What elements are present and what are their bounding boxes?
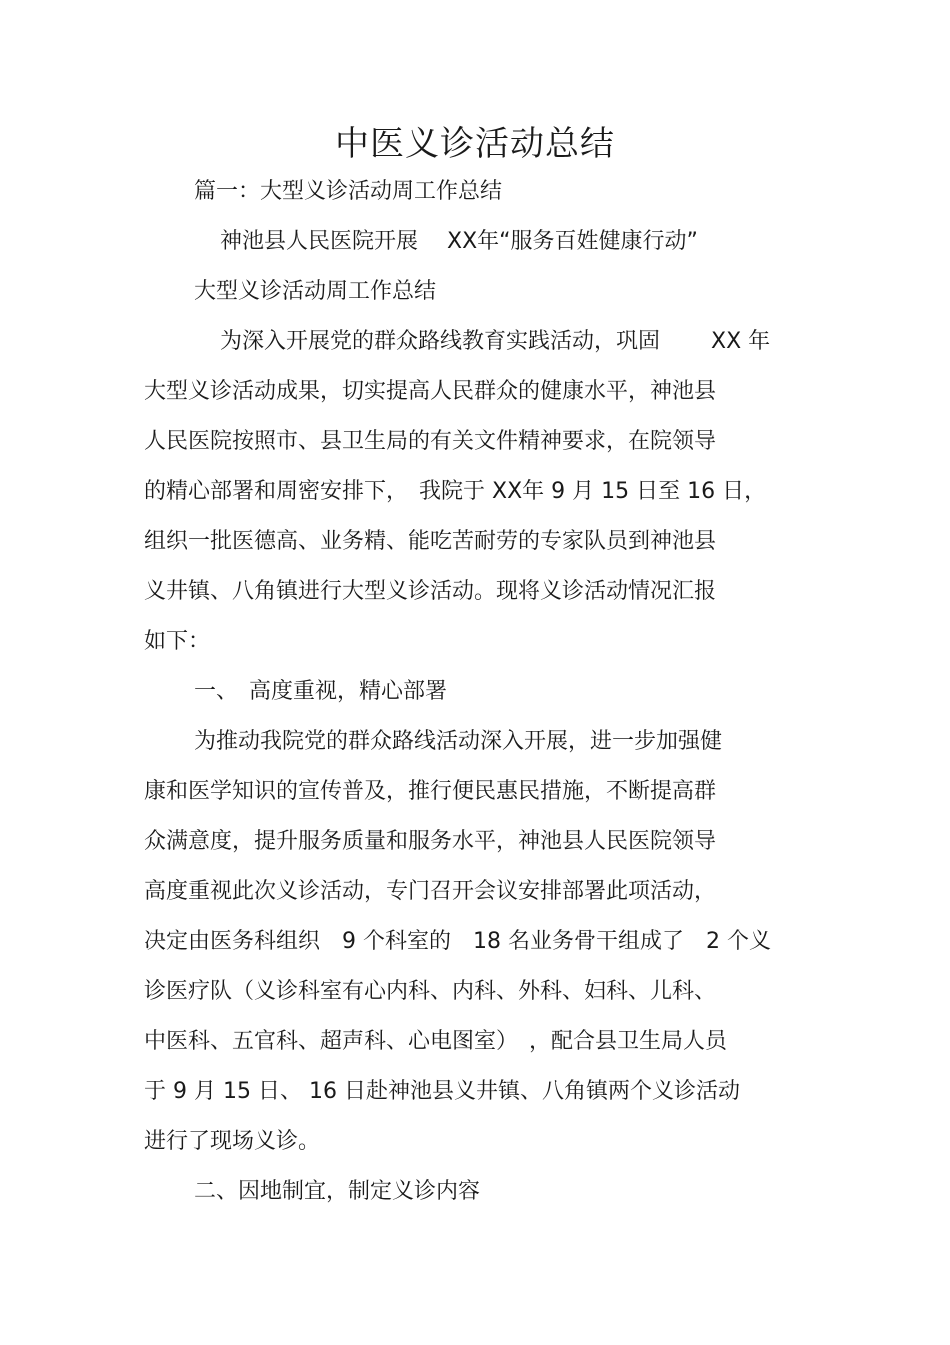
section-heading-1: 一、 高度重视，精心部署: [194, 679, 448, 704]
paragraph-line: 义井镇、八角镇进行大型义诊活动。现将义诊活动情况汇报: [144, 579, 717, 604]
paragraph-line: 为推动我院党的群众路线活动深入开展，进一步加强健: [194, 729, 723, 754]
paragraph-line: 康和医学知识的宣传普及，推行便民惠民措施，不断提高群: [144, 779, 717, 804]
section-heading-part-one: 篇一：大型义诊活动周工作总结: [194, 179, 503, 204]
paragraph-line: 如下：: [144, 629, 211, 654]
paragraph-line: 大型义诊活动成果，切实提高人民群众的健康水平，神池县: [144, 379, 717, 404]
paragraph-line: 进行了现场义诊。: [144, 1129, 321, 1154]
paragraph-line: 为深入开展党的群众路线教育实践活动，巩固 XX 年: [220, 329, 771, 354]
paragraph-line: 中医科、五官科、超声科、心电图室） ，配合县卫生局人员: [144, 1029, 728, 1054]
paragraph-line: 于 9 月 15 日、 16 日赴神池县义井镇、八角镇两个义诊活动: [144, 1079, 740, 1104]
paragraph-line: 的精心部署和周密安排下， 我院于 XX年 9 月 15 日至 16 日，: [144, 479, 767, 504]
section-heading-2: 二、因地制宜，制定义诊内容: [194, 1179, 481, 1204]
paragraph-line: 高度重视此次义诊活动，专门召开会议安排部署此项活动，: [144, 879, 717, 904]
paragraph-line: 众满意度，提升服务质量和服务水平，神池县人民医院领导: [144, 829, 717, 854]
paragraph-line: 人民医院按照市、县卫生局的有关文件精神要求，在院领导: [144, 429, 717, 454]
subtitle-line-1: 神池县人民医院开展 XX年“服务百姓健康行动”: [220, 229, 698, 254]
paragraph-line: 组织一批医德高、业务精、能吃苦耐劳的专家队员到神池县: [144, 529, 717, 554]
paragraph-line: 诊医疗队（义诊科室有心内科、内科、外科、妇科、儿科、: [144, 979, 717, 1004]
paragraph-line: 决定由医务科组织 9 个科室的 18 名业务骨干组成了 2 个义: [144, 929, 771, 954]
subtitle-line-2: 大型义诊活动周工作总结: [194, 279, 437, 304]
document-title: 中医义诊活动总结: [335, 124, 615, 164]
